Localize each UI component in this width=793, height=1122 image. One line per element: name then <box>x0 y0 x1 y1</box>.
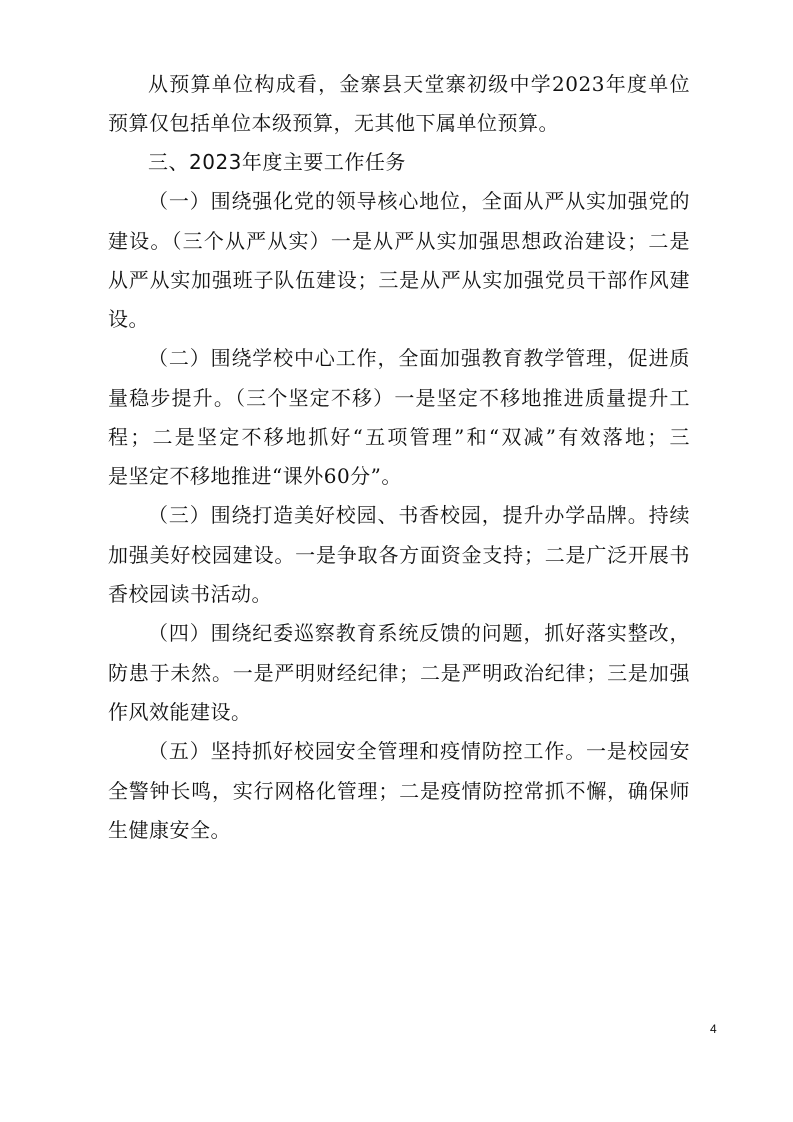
paragraph-3-line-2: 量稳步提升。（三个坚定不移）一是坚定不移地推进质量提升工 <box>108 386 690 410</box>
paragraph-3-line-4: 是坚定不移地推进“课外60分”。 <box>108 464 402 488</box>
paragraph-2-line-2: 建设。（三个从严从实）一是从严从实加强思想政治建设；二是 <box>108 229 690 253</box>
paragraph-5-line-1: （四）围绕纪委巡察教育系统反馈的问题，抓好落实整改， <box>148 621 690 645</box>
section-heading: 三、2023年度主要工作任务 <box>148 150 406 174</box>
paragraph-1-line-1: 从预算单位构成看，金寨县天堂寨初级中学2023年度单位 <box>148 72 690 96</box>
paragraph-4-line-1: （三）围绕打造美好校园、书香校园，提升办学品牌。持续 <box>148 503 690 527</box>
paragraph-4-line-3: 香校园读书活动。 <box>108 582 272 606</box>
paragraph-6-line-3: 生健康安全。 <box>108 818 231 842</box>
paragraph-3-line-3: 程；二是坚定不移地抓好“五项管理”和“双减”有效落地；三 <box>108 425 690 449</box>
paragraph-4-line-2: 加强美好校园建设。一是争取各方面资金支持；二是广泛开展书 <box>108 543 690 567</box>
paragraph-2-line-4: 设。 <box>108 307 149 331</box>
paragraph-6-line-2: 全警钟长鸣，实行网格化管理；二是疫情防控常抓不懈，确保师 <box>108 779 690 803</box>
paragraph-1-line-2: 预算仅包括单位本级预算，无其他下属单位预算。 <box>108 111 559 135</box>
paragraph-2-line-1: （一）围绕强化党的领导核心地位，全面从严从实加强党的 <box>148 189 690 213</box>
paragraph-2-line-3: 从严从实加强班子队伍建设；三是从严从实加强党员干部作风建 <box>108 268 690 292</box>
paragraph-5-line-2: 防患于未然。一是严明财经纪律；二是严明政治纪律；三是加强 <box>108 661 690 685</box>
paragraph-5-line-3: 作风效能建设。 <box>108 700 252 724</box>
page-number: 4 <box>710 1022 717 1036</box>
paragraph-6-line-1: （五）坚持抓好校园安全管理和疫情防控工作。一是校园安 <box>148 739 690 763</box>
paragraph-3-line-1: （二）围绕学校中心工作，全面加强教育教学管理，促进质 <box>148 346 690 370</box>
